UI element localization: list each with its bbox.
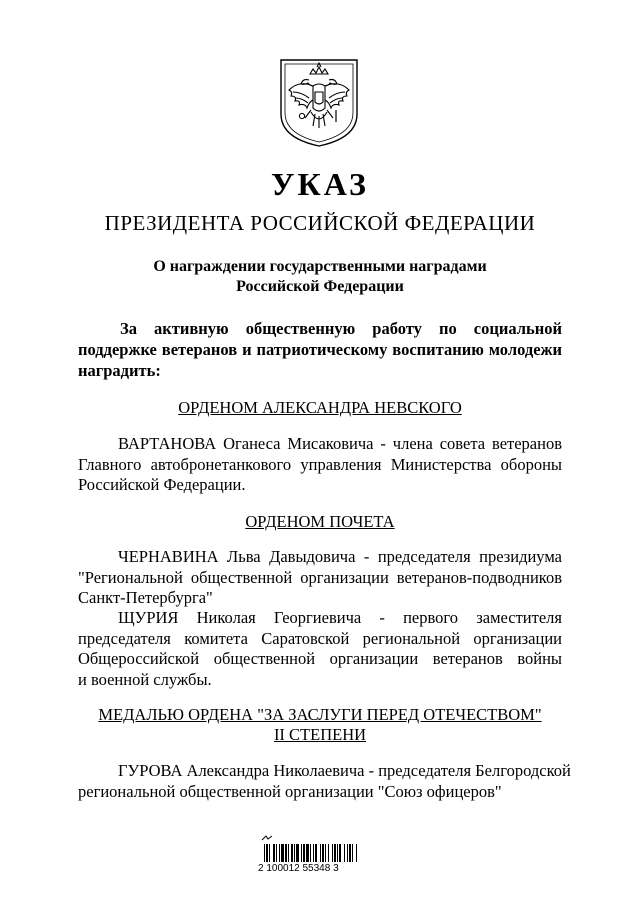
document-subtitle: ПРЕЗИДЕНТА РОССИЙСКОЙ ФЕДЕРАЦИИ <box>104 211 536 235</box>
barcode-bar <box>281 844 284 862</box>
award-heading: ОРДЕНОМ АЛЕКСАНДРА НЕВСКОГО <box>178 398 462 417</box>
barcode-bar <box>301 844 302 862</box>
barcode-number: 2 100012 55348 3 <box>258 863 339 874</box>
recipient-line: "Региональной общественной организации ветеранов-подводников <box>78 567 562 587</box>
barcode-bar <box>294 844 295 862</box>
barcode-bar <box>332 844 333 862</box>
barcode-bar <box>315 844 317 862</box>
barcode-bar <box>344 844 345 862</box>
barcode-bar <box>279 844 280 862</box>
barcode-bar <box>269 844 270 862</box>
barcode-bar <box>356 844 357 862</box>
recipient-line: ЩУРИЯ Николая Георгиевича - первого заместителя <box>118 608 562 627</box>
recipient-line: Санкт-Петербурга" <box>78 588 213 607</box>
recipient-line: ГУРОВА Александра Николаевича - председателя Белгородской <box>118 761 571 780</box>
barcode-bar <box>339 844 341 862</box>
barcode-bar <box>288 844 289 862</box>
recipient-line: ВАРТАНОВА Оганеса Мисаковича - члена совета ветеранов <box>118 434 562 453</box>
preamble-line: поддержке ветеранов и патриотическому воспитанию молодежи <box>78 340 562 359</box>
barcode-bar <box>325 844 326 862</box>
recipient-line: Российской Федерации. <box>78 475 246 494</box>
barcode-bar <box>296 844 299 862</box>
preamble-line: наградить: <box>78 361 161 380</box>
subject-line: Российской Федерации <box>236 278 404 295</box>
barcode-bar <box>322 844 324 862</box>
recipient-paragraph <box>78 434 562 496</box>
recipient-line: Общероссийской общественной организации ветеранов войны <box>78 649 562 668</box>
recipient-line: председателя комитета Саратовской региональной организации <box>78 628 562 648</box>
recipient-line: ЧЕРНАВИНА Льва Давыдовича - председателя президиума <box>118 547 562 566</box>
barcode-bar <box>347 844 348 862</box>
barcode-bar <box>334 844 336 862</box>
barcode-bar <box>337 844 338 862</box>
barcode-bar <box>303 844 305 862</box>
barcode-mark <box>262 836 272 840</box>
barcode-bar <box>352 844 353 862</box>
barcode-bar <box>349 844 351 862</box>
barcode-bar <box>291 844 293 862</box>
recipient-paragraph <box>78 547 562 609</box>
preamble <box>78 318 562 381</box>
preamble-line: За активную общественную работу по социальной <box>120 319 562 338</box>
award-heading: ОРДЕНОМ ПОЧЕТА <box>245 512 395 531</box>
barcode-bar <box>264 844 265 862</box>
document-subject <box>0 257 640 297</box>
coat-of-arms-emblem <box>277 56 361 148</box>
barcode-bar <box>276 844 277 862</box>
barcode-bar <box>313 844 314 862</box>
award-heading: II СТЕПЕНИ <box>273 725 367 744</box>
award-heading: МЕДАЛЬЮ ОРДЕНА "ЗА ЗАСЛУГИ ПЕРЕД ОТЕЧЕСТВОМ" <box>98 705 542 724</box>
recipient-line: региональной общественной организации "Союз офицеров" <box>78 781 502 801</box>
barcode-bar <box>266 844 268 862</box>
barcode-bar <box>310 844 311 862</box>
barcode-bar <box>328 844 329 862</box>
recipient-line: и военной службы. <box>78 669 212 689</box>
barcode-bar <box>285 844 287 862</box>
recipient-line: Главного автобронетанкового управления Министерства обороны <box>78 454 562 474</box>
barcode-bar <box>306 844 309 862</box>
recipient-paragraph <box>78 608 562 690</box>
subject-line: О награждении государственными наградами <box>153 258 487 275</box>
recipient-paragraph <box>78 761 571 802</box>
document-title: УКАЗ <box>271 166 369 202</box>
barcode-bar <box>320 844 321 862</box>
barcode-bar <box>273 844 275 862</box>
